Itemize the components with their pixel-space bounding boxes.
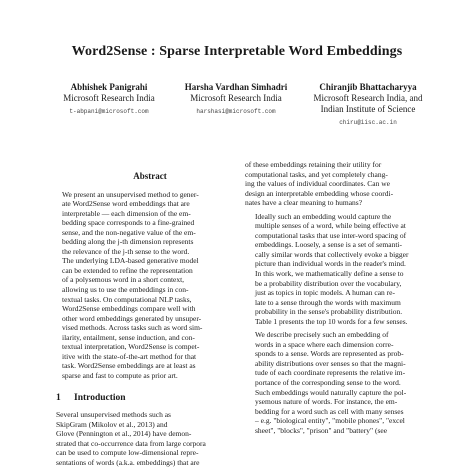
author-2 [170, 82, 302, 117]
text-line: of a polysemous word in a short context, [62, 275, 185, 285]
author-name: Harsha Vardhan Simhadri [184, 82, 288, 92]
author-affiliation: Microsoft Research India, and [313, 93, 423, 103]
text-line: itive with the state-of-the-art method for that [62, 351, 197, 361]
text-line: the relevance of the j-th sense to the word. [62, 246, 190, 256]
text-line: computational tasks that use inter-word spacing of [255, 230, 407, 240]
section-title: Introduction [74, 393, 126, 404]
text-line: words in a space where each dimension corre- [255, 339, 394, 349]
text-line: textual tasks. On computational NLP tasks, [62, 294, 192, 304]
body-paragraph [245, 160, 435, 208]
text-line: probability in the sense's probability distribution. [255, 307, 403, 317]
text-line: sheet", "blocks", "prison" and "battery" (see [255, 425, 388, 435]
text-line: task. Word2Sense embeddings are at least as [62, 361, 196, 371]
text-line: just as topics in topic models. A human can re- [255, 288, 395, 298]
text-line: computational tasks, and yet completely chang- [245, 169, 388, 179]
author-name: Chiranjib Bhattacharyya [319, 82, 417, 92]
text-line: Ideally such an embedding would capture the [255, 211, 392, 221]
text-line: sponds to a sense. Words are represented as prob- [255, 349, 404, 359]
text-line: bedding along the j-th dimension represents [62, 237, 194, 247]
right-column [245, 160, 435, 439]
text-line: vised methods. Across tasks such as word sim- [62, 323, 203, 333]
text-line: embeddings. Loosely, a sense is a set of semanti- [255, 240, 402, 250]
text-line: sparse and fast to compute as prior art. [62, 370, 178, 380]
left-column [56, 160, 244, 471]
text-line: nates have a clear meaning to humans? [245, 198, 363, 208]
text-line: sentations of words (a.k.a. embeddings) that are [56, 457, 200, 467]
text-line: can be extended to refine the representation [62, 265, 193, 275]
author-affiliation: Microsoft Research India [190, 93, 282, 103]
author-3 [298, 82, 438, 128]
section-number: 1 [56, 393, 61, 404]
text-line: ability distributions over senses so that the magni- [255, 358, 406, 368]
section-heading [56, 394, 244, 404]
text-line: can be used to compute low-dimensional repre- [56, 448, 199, 458]
text-line: of these embeddings retaining their utility for [245, 160, 382, 169]
text-line: textual interpretation, Word2Sense is compet- [62, 342, 200, 352]
text-line: design an interpretable embedding whose coordi- [245, 188, 394, 198]
abstract-heading: Abstract [133, 171, 167, 181]
text-line: late to a sense through the words with maximum [255, 297, 401, 307]
text-line: Glove (Pennington et al., 2014) have demon- [56, 429, 192, 439]
text-line: other word embeddings generated by unsuper- [62, 313, 202, 323]
author-email: t-abpani@microsoft.com [69, 108, 149, 115]
text-line: picture than individual words in the reader's mind. [255, 259, 406, 269]
text-line: – e.g. "biological entity", "mobile phones", "excel [255, 416, 405, 426]
text-line: allowing us to use the embeddings in con- [62, 285, 189, 295]
body-paragraph [245, 330, 435, 435]
text-line: ilarity, entailment, sense induction, and con- [62, 332, 195, 342]
author-affiliation: Microsoft Research India [63, 93, 155, 103]
text-line: We describe precisely such an embedding of [255, 330, 389, 340]
text-line: be a probability distribution over the vocabulary, [255, 278, 402, 288]
paper-title: Word2Sense : Sparse Interpretable Word Embeddings [71, 44, 403, 59]
text-line: ing the values of individual coordinates. Can we [245, 179, 390, 189]
text-line: ysemous nature of words. For instance, the em- [255, 397, 398, 407]
text-line: strated that co-occurrence data from large corpora [56, 438, 206, 448]
text-line: SkipGram (Mikolov et al., 2013) and [56, 419, 168, 429]
author-name: Abhishek Panigrahi [70, 82, 148, 92]
text-line: Word2Sense embeddings compare well with [62, 304, 196, 314]
author-block [52, 82, 452, 142]
body-paragraph [245, 212, 435, 327]
author-affiliation: Indian Institute of Science [320, 104, 416, 114]
abstract-body [56, 190, 244, 381]
text-line: ate Word2Sense word embeddings that are [62, 199, 190, 209]
text-line: portance of the corresponding sense to the word. [255, 378, 401, 388]
text-line: interpretable — each dimension of the em- [62, 208, 191, 218]
text-line: bedding for a word such as cell with many senses [255, 406, 404, 416]
text-line: In this work, we mathematically define a sense to [255, 269, 404, 279]
text-line: cally similar words that collectively evoke a bigger [255, 249, 409, 259]
author-email: chiru@iisc.ac.in [339, 119, 397, 126]
text-line: tude of each coordinate represents the relative im- [255, 368, 406, 378]
author-email: harshasi@microsoft.com [196, 108, 276, 115]
text-line: Several unsupervised methods such as [56, 410, 171, 420]
text-line: multiple senses of a word, while being effective at [255, 221, 406, 231]
intro-paragraph [56, 410, 244, 467]
text-line: sense, and the non-negative value of the em- [62, 227, 196, 237]
text-line: bedding space corresponds to a fine-grained [62, 218, 195, 228]
text-line: Table 1 presents the top 10 words for a few senses. [255, 316, 408, 326]
text-line: Such embeddings would naturally capture the pol- [255, 387, 407, 397]
author-1 [44, 82, 174, 117]
text-line: We present an unsupervised method to gener- [62, 189, 199, 199]
text-line: The underlying LDA-based generative model [62, 256, 199, 266]
